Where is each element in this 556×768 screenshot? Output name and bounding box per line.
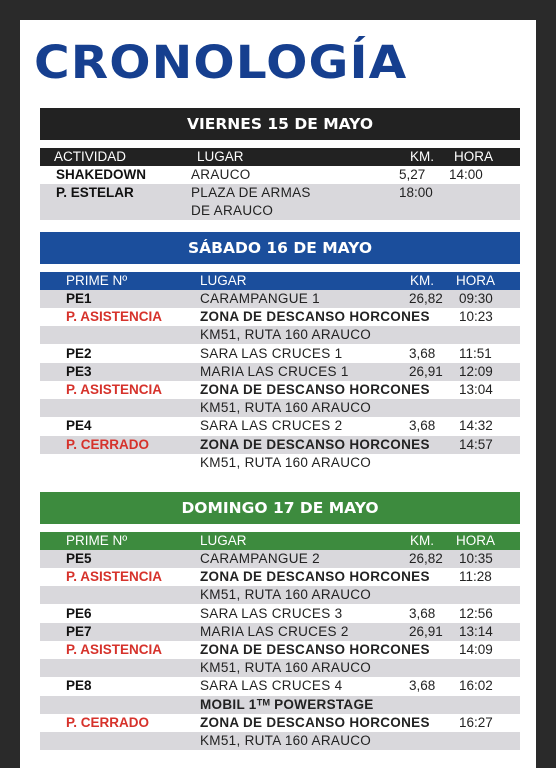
row-hora: 14:32: [459, 418, 493, 434]
row-lugar: SARA LAS CRUCES 3: [200, 605, 343, 621]
row-activity: PE3: [66, 363, 92, 379]
day-band-label: VIERNES 15 DE MAYO: [186, 115, 373, 133]
row-activity: P. CERRADO: [66, 436, 150, 452]
row-hora: 14:57: [459, 436, 493, 452]
table-row: [40, 399, 520, 417]
row-hora: 12:56: [459, 605, 493, 621]
row-lugar: CARAMPANGUE 2: [200, 551, 320, 566]
row-hora: 10:23: [459, 309, 493, 325]
row-lugar: KM51, RUTA 160 ARAUCO: [200, 327, 372, 343]
table-row: [40, 308, 520, 326]
day-band-viernes: [40, 108, 520, 140]
row-hora: 10:35: [459, 551, 493, 566]
row-lugar: MARIA LAS CRUCES 2: [200, 623, 349, 639]
row-activity: PE7: [66, 623, 92, 639]
row-activity: PE2: [66, 345, 92, 361]
row-lugar: ZONA DE DESCANSO HORCONES: [200, 569, 430, 585]
row-km: 26,82: [409, 291, 443, 306]
row-km: 3,68: [409, 678, 436, 694]
row-hora: 14:09: [459, 642, 493, 657]
header-km: KM.: [410, 149, 435, 164]
table-row: [40, 381, 520, 399]
row-activity: P. CERRADO: [66, 714, 150, 730]
header-lugar: LUGAR: [200, 273, 247, 288]
day-band-domingo: [40, 492, 520, 524]
row-activity: P. ASISTENCIA: [66, 309, 163, 325]
table-header: [40, 532, 520, 550]
table-row: [40, 436, 520, 454]
row-activity: PE1: [66, 291, 92, 306]
table-row: [40, 184, 520, 220]
row-km: 26,91: [409, 363, 443, 379]
header-actividad: ACTIVIDAD: [54, 149, 127, 164]
row-lugar: KM51, RUTA 160 ARAUCO: [200, 733, 372, 748]
row-lugar: ZONA DE DESCANSO HORCONES: [200, 309, 430, 325]
row-activity: PE5: [66, 551, 92, 566]
table-row: [40, 586, 520, 604]
row-activity: P. ASISTENCIA: [66, 569, 163, 585]
row-lugar: ZONA DE DESCANSO HORCONES: [200, 714, 430, 730]
header-km: KM.: [410, 273, 435, 288]
table-row: [40, 363, 520, 381]
table-row: [40, 568, 520, 586]
row-activity: P. ASISTENCIA: [66, 642, 163, 657]
row-lugar: SARA LAS CRUCES 2: [200, 418, 343, 434]
table-row: [40, 605, 520, 623]
table-row: [40, 732, 520, 750]
row-lugar: ARAUCO: [191, 167, 251, 182]
day-band-sabado: [40, 232, 520, 264]
row-lugar: SARA LAS CRUCES 4: [200, 678, 343, 694]
header-prime: PRIME Nº: [66, 533, 128, 548]
table-row: [40, 677, 520, 695]
row-hora: 16:02: [459, 678, 493, 694]
row-lugar: KM51, RUTA 160 ARAUCO: [200, 454, 372, 470]
row-activity: PE8: [66, 678, 92, 694]
page-title: CRONOLOGÍA: [34, 36, 408, 89]
header-hora: HORA: [456, 533, 496, 548]
row-hora: 14:00: [449, 167, 483, 182]
header-lugar: LUGAR: [197, 149, 244, 164]
row-lugar: KM51, RUTA 160 ARAUCO: [200, 660, 372, 676]
table-row: [40, 696, 520, 714]
row-km: 26,91: [409, 623, 443, 639]
row-activity: P. ESTELAR: [56, 185, 134, 200]
row-hora: 13:04: [459, 382, 493, 397]
row-km: 3,68: [409, 418, 436, 434]
header-hora: HORA: [456, 273, 496, 288]
row-hora: 13:14: [459, 623, 493, 639]
row-hora: 12:09: [459, 363, 493, 379]
row-lugar: MOBIL 1ᵀᴹ POWERSTAGE: [200, 696, 374, 712]
table-row: [40, 659, 520, 677]
row-activity: P. ASISTENCIA: [66, 382, 163, 397]
row-km: 5,27: [399, 167, 426, 182]
table-row: [40, 417, 520, 435]
row-activity: PE4: [66, 418, 92, 434]
header-km: KM.: [410, 533, 435, 548]
header-hora: HORA: [454, 149, 494, 164]
row-lugar: CARAMPANGUE 1: [200, 291, 320, 306]
table-header: [40, 148, 520, 166]
row-lugar: KM51, RUTA 160 ARAUCO: [200, 587, 372, 603]
table-row: [40, 623, 520, 641]
row-lugar: MARIA LAS CRUCES 1: [200, 363, 349, 379]
row-lugar: SARA LAS CRUCES 1: [200, 345, 343, 361]
row-hora: 11:51: [459, 345, 492, 361]
header-lugar: LUGAR: [200, 533, 247, 548]
header-prime: PRIME Nº: [66, 273, 128, 288]
row-km: 26,82: [409, 551, 443, 566]
table-row: [40, 290, 520, 308]
row-activity: SHAKEDOWN: [56, 167, 146, 182]
row-lugar: ZONA DE DESCANSO HORCONES: [200, 382, 430, 397]
table-row: [40, 550, 520, 568]
table-header: [40, 272, 520, 290]
table-row: [40, 454, 520, 472]
day-band-label: DOMINGO 17 DE MAYO: [181, 499, 379, 517]
table-row: [40, 714, 520, 732]
row-km: 18:00: [399, 185, 433, 200]
row-lugar: KM51, RUTA 160 ARAUCO: [200, 400, 372, 416]
row-lugar-continued: DE ARAUCO: [191, 203, 274, 218]
row-lugar: ZONA DE DESCANSO HORCONES: [200, 642, 430, 657]
row-km: 3,68: [409, 345, 436, 361]
row-lugar: PLAZA DE ARMAS: [191, 185, 311, 200]
table-row: [40, 166, 520, 184]
table-row: [40, 345, 520, 363]
row-km: 3,68: [409, 605, 436, 621]
row-hora: 11:28: [459, 569, 492, 585]
table-row: [40, 326, 520, 344]
row-activity: PE6: [66, 605, 92, 621]
row-hora: 16:27: [459, 714, 493, 730]
table-row: [40, 641, 520, 659]
day-band-label: SÁBADO 16 DE MAYO: [187, 239, 372, 257]
row-lugar: ZONA DE DESCANSO HORCONES: [200, 436, 430, 452]
row-hora: 09:30: [459, 291, 493, 306]
